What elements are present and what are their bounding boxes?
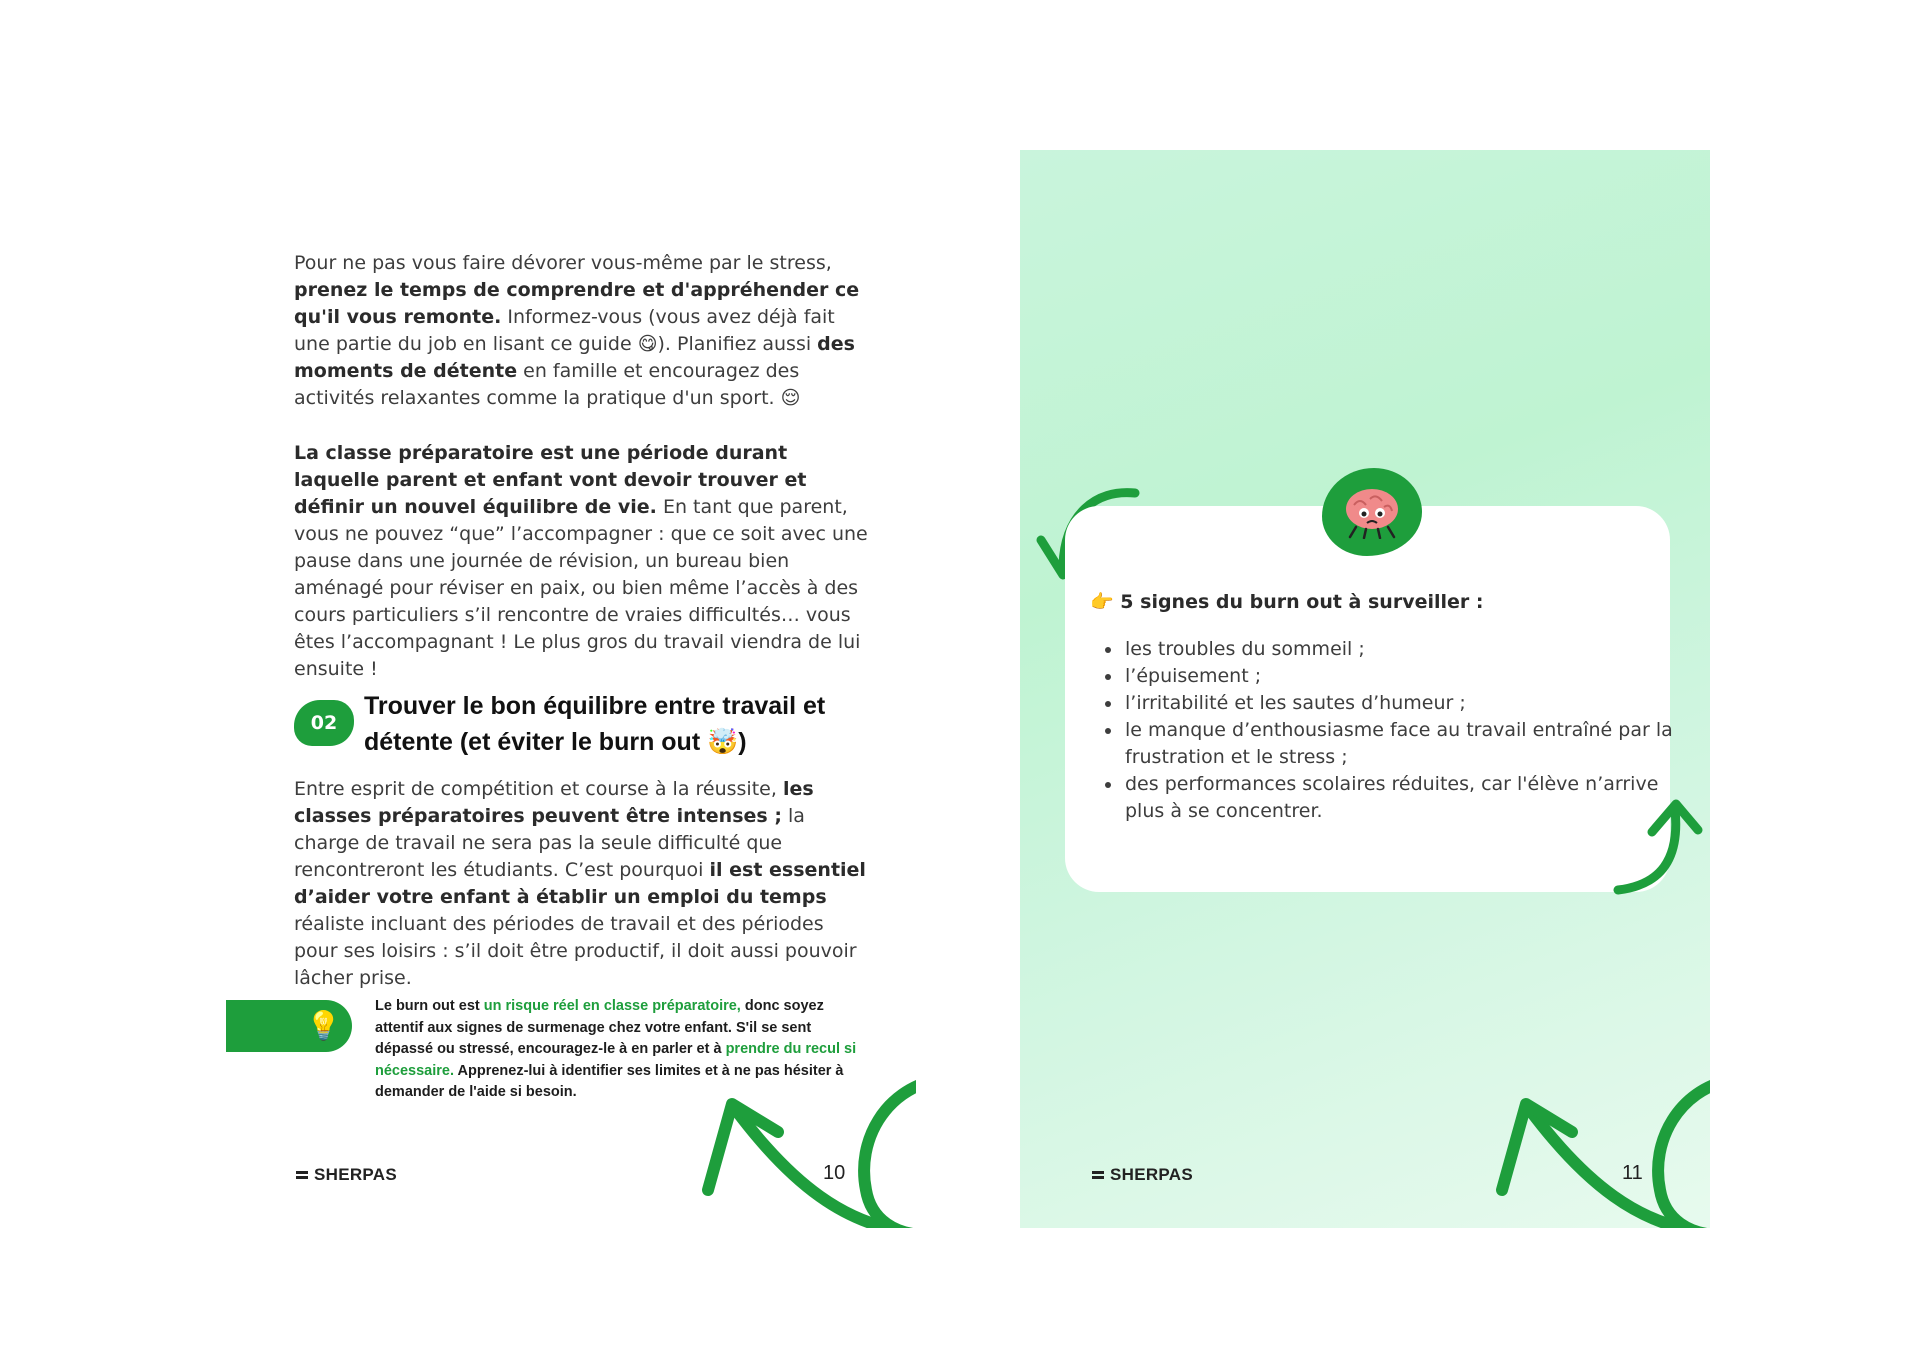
page-right <box>1020 150 1710 1228</box>
paragraph-equilibre: La classe préparatoire est une période durant laquelle parent et enfant vont devoir trouver et définir un nouvel équilibre de vie. En tant que parent, vous ne pouvez “que” l’accompagner : que ce soit avec une pause dans une journée de révision, un bureau bien aménagé pour réviser en paix, ou bien même l’accès à des cours particuliers s’il rencontre de vraies difficultés… vous êtes l’accompagnant ! Le plus gros du travail viendra de lui ensuite ! <box>294 442 868 680</box>
sherpas-logo: SHERPAS <box>296 1165 397 1185</box>
card-title: 👉 5 signes du burn out à surveiller : <box>1090 591 1484 613</box>
decorative-arrow-icon <box>696 1070 916 1228</box>
decorative-arrow-icon <box>1490 1070 1710 1228</box>
pointing-hand-icon: 👉 <box>1090 591 1114 613</box>
list-item: • des performances scolaires réduites, car l'élève n’arrive plus à se concentrer. <box>1123 771 1683 825</box>
page-left <box>226 150 916 1228</box>
section-title: Trouver le bon équilibre entre travail et détente (et éviter le burn out 🤯) <box>364 692 826 756</box>
lightbulb-icon: 💡 <box>306 1009 341 1042</box>
list-item: • le manque d’enthousiasme face au travail entraîné par la frustration et le stress ; <box>1123 717 1683 771</box>
burnout-signs-card <box>1065 506 1673 892</box>
list-item: • l’irritabilité et les sautes d’humeur ; <box>1123 690 1683 717</box>
section-number-badge: 02 <box>294 700 354 746</box>
list-item: • l’épuisement ; <box>1123 663 1683 690</box>
list-item: • les troubles du sommeil ; <box>1123 636 1683 663</box>
emoji-exploding-head-icon: 🤯 <box>707 728 739 756</box>
logo-mark-icon <box>296 1170 308 1180</box>
page-number: 11 <box>1622 1162 1643 1184</box>
decorative-arrow-icon <box>1610 790 1710 900</box>
paragraph-competition: Entre esprit de compétition et course à la réussite, les classes préparatoires peuvent être intenses ; la charge de travail ne sera pas la seule difficulté que rencontreront les étudiants. C’est pourquoi il est essentiel d’aider votre enfant à établir un emploi du temps réaliste incluant des périodes de travail et des périodes pour ses loisirs : s’il doit être productif, il doit aussi pouvoir lâcher prise. <box>294 778 866 989</box>
burnout-signs-list <box>1095 636 1683 825</box>
emoji-yum-icon: 😋 <box>637 333 658 355</box>
sherpas-logo: SHERPAS <box>1092 1165 1193 1185</box>
logo-mark-icon <box>1092 1170 1104 1180</box>
paragraph-stress: Pour ne pas vous faire dévorer vous-même par le stress, prenez le temps de comprendre et d'appréhender ce qu'il vous remonte. Informez-vous (vous avez déjà fait une partie du job en lisant ce guide 😋). Planifiez aussi des moments de détente en famille et encouragez des activités relaxantes comme la pratique d'un sport. 😌 <box>294 252 860 409</box>
tip-text: Le burn out est un risque réel en classe préparatoire, donc soyez attentif aux signes de surmenage chez votre enfant. S'il se sent dépassé ou stressé, encouragez-le à en parler et à prendre du recul si nécessaire. Apprenez-lui à identifier ses limites et à ne pas hésiter à demander de l'aide si besoin. <box>375 998 857 1100</box>
emoji-relieved-icon: 😌 <box>780 387 801 409</box>
page-number: 10 <box>823 1162 846 1184</box>
